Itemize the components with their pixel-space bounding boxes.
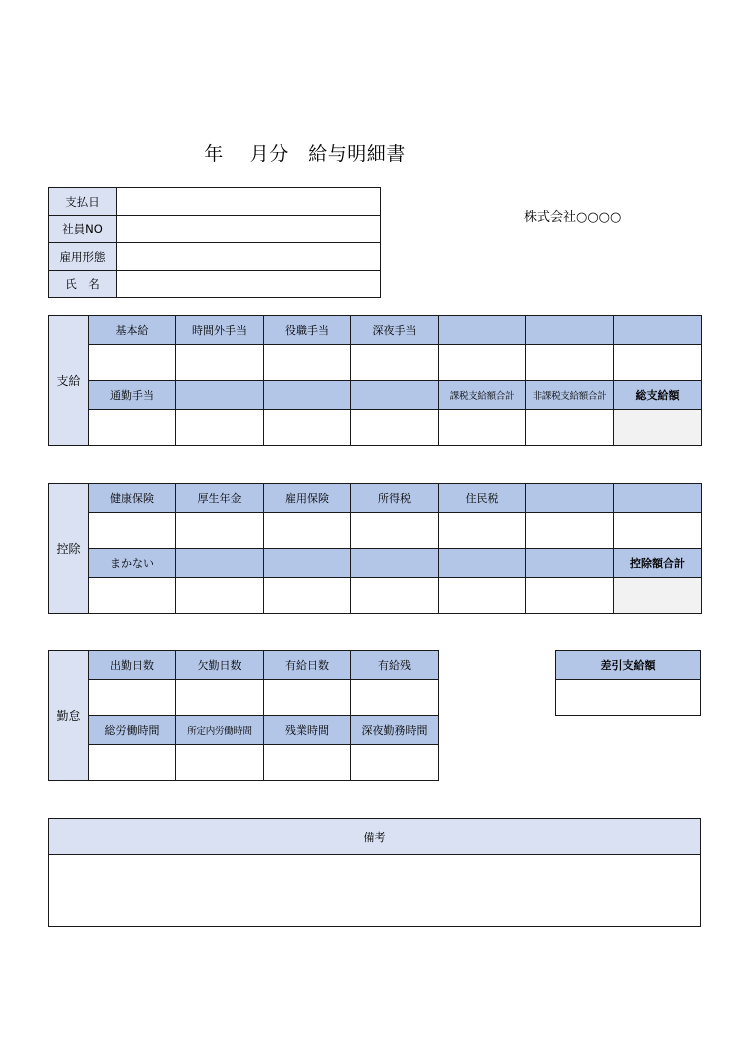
- net-pay-label: 差引支給額: [556, 651, 701, 680]
- deduction-value-cell[interactable]: [351, 513, 439, 549]
- deduction-header-cell: 所得税: [351, 484, 439, 513]
- pay-header-cell: 役職手当: [264, 316, 351, 345]
- pay-header-cell: 時間外手当: [176, 316, 264, 345]
- attendance-value-cell[interactable]: [351, 745, 439, 781]
- payments-table: [48, 315, 702, 446]
- deduction-header-cell: [264, 549, 351, 578]
- deductions-section-label: 控除: [49, 484, 89, 614]
- pay-value-cell[interactable]: [264, 410, 351, 446]
- employment-type-label: 雇用形態: [49, 243, 117, 271]
- pay-header-cell: [351, 381, 439, 410]
- deduction-header-cell: 雇用保険: [264, 484, 351, 513]
- gross-pay-label: 総支給額: [614, 381, 702, 410]
- deduction-header-cell: [526, 549, 614, 578]
- nontaxable-total-value[interactable]: [526, 410, 614, 446]
- deduction-value-cell[interactable]: [264, 578, 351, 614]
- attendance-header-cell: 欠勤日数: [176, 651, 264, 680]
- attendance-header-cell: 総労働時間: [89, 716, 176, 745]
- deduction-header-cell: [614, 484, 702, 513]
- pay-value-cell[interactable]: [351, 410, 439, 446]
- taxable-total-value[interactable]: [439, 410, 526, 446]
- net-pay-value[interactable]: [556, 680, 701, 716]
- deduction-header-cell: 厚生年金: [176, 484, 264, 513]
- attendance-value-cell[interactable]: [351, 680, 439, 716]
- pay-value-cell[interactable]: [89, 410, 176, 446]
- pay-header-cell: [264, 381, 351, 410]
- deduction-value-cell[interactable]: [89, 513, 176, 549]
- total-deductions-label: 控除額合計: [614, 549, 702, 578]
- deduction-value-cell[interactable]: [176, 578, 264, 614]
- name-label: 氏 名: [49, 271, 117, 298]
- document-title: 年 月分 給与明細書: [204, 143, 406, 165]
- attendance-header-cell: 有給日数: [264, 651, 351, 680]
- gross-pay-value: [614, 410, 702, 446]
- deduction-value-cell[interactable]: [264, 513, 351, 549]
- attendance-value-cell[interactable]: [176, 680, 264, 716]
- pay-value-cell[interactable]: [89, 345, 176, 381]
- total-deductions-value: [614, 578, 702, 614]
- pay-header-cell: 深夜手当: [351, 316, 439, 345]
- company-name: 株式会社○○○○: [524, 210, 622, 225]
- attendance-table: [48, 650, 439, 781]
- pay-header-cell: 通勤手当: [89, 381, 176, 410]
- employee-info-table: [48, 187, 381, 298]
- deduction-value-cell[interactable]: [439, 513, 526, 549]
- deductions-table: [48, 483, 702, 614]
- deduction-header-cell: 健康保険: [89, 484, 176, 513]
- remarks-table: [48, 818, 701, 927]
- attendance-value-cell[interactable]: [89, 680, 176, 716]
- deduction-value-cell[interactable]: [526, 578, 614, 614]
- deduction-header-cell: 住民税: [439, 484, 526, 513]
- deduction-header-cell: [176, 549, 264, 578]
- deduction-header-cell: [351, 549, 439, 578]
- attendance-value-cell[interactable]: [264, 680, 351, 716]
- attendance-header-cell: 所定内労働時間: [176, 716, 264, 745]
- attendance-header-cell: 出勤日数: [89, 651, 176, 680]
- remarks-label: 備考: [49, 819, 701, 855]
- deduction-value-cell[interactable]: [351, 578, 439, 614]
- pay-header-cell: [526, 316, 614, 345]
- pay-value-cell[interactable]: [351, 345, 439, 381]
- remarks-field[interactable]: [49, 855, 701, 927]
- employee-no-field[interactable]: [117, 216, 381, 243]
- pay-value-cell[interactable]: [176, 410, 264, 446]
- deduction-header-cell: まかない: [89, 549, 176, 578]
- deduction-header-cell: [439, 549, 526, 578]
- attendance-section-label: 勤怠: [49, 651, 89, 781]
- deduction-value-cell[interactable]: [614, 513, 702, 549]
- payment-date-field[interactable]: [117, 188, 381, 216]
- attendance-value-cell[interactable]: [264, 745, 351, 781]
- pay-header-cell: 基本給: [89, 316, 176, 345]
- attendance-value-cell[interactable]: [176, 745, 264, 781]
- pay-header-cell: [614, 316, 702, 345]
- name-field[interactable]: [117, 271, 381, 298]
- attendance-header-cell: 有給残: [351, 651, 439, 680]
- deduction-value-cell[interactable]: [526, 513, 614, 549]
- deduction-value-cell[interactable]: [439, 578, 526, 614]
- pay-header-cell: [176, 381, 264, 410]
- attendance-header-cell: 深夜勤務時間: [351, 716, 439, 745]
- pay-value-cell[interactable]: [439, 345, 526, 381]
- deduction-header-cell: [526, 484, 614, 513]
- pay-value-cell[interactable]: [614, 345, 702, 381]
- deduction-value-cell[interactable]: [89, 578, 176, 614]
- net-pay-table: [555, 650, 701, 716]
- attendance-value-cell[interactable]: [89, 745, 176, 781]
- employment-type-field[interactable]: [117, 243, 381, 271]
- pay-header-cell: [439, 316, 526, 345]
- payments-section-label: 支給: [49, 316, 89, 446]
- pay-value-cell[interactable]: [176, 345, 264, 381]
- deduction-value-cell[interactable]: [176, 513, 264, 549]
- pay-value-cell[interactable]: [264, 345, 351, 381]
- taxable-total-label: 課税支給額合計: [439, 381, 526, 410]
- payment-date-label: 支払日: [49, 188, 117, 216]
- attendance-header-cell: 残業時間: [264, 716, 351, 745]
- nontaxable-total-label: 非課税支給額合計: [526, 381, 614, 410]
- pay-value-cell[interactable]: [526, 345, 614, 381]
- employee-no-label: 社員NO: [49, 216, 117, 243]
